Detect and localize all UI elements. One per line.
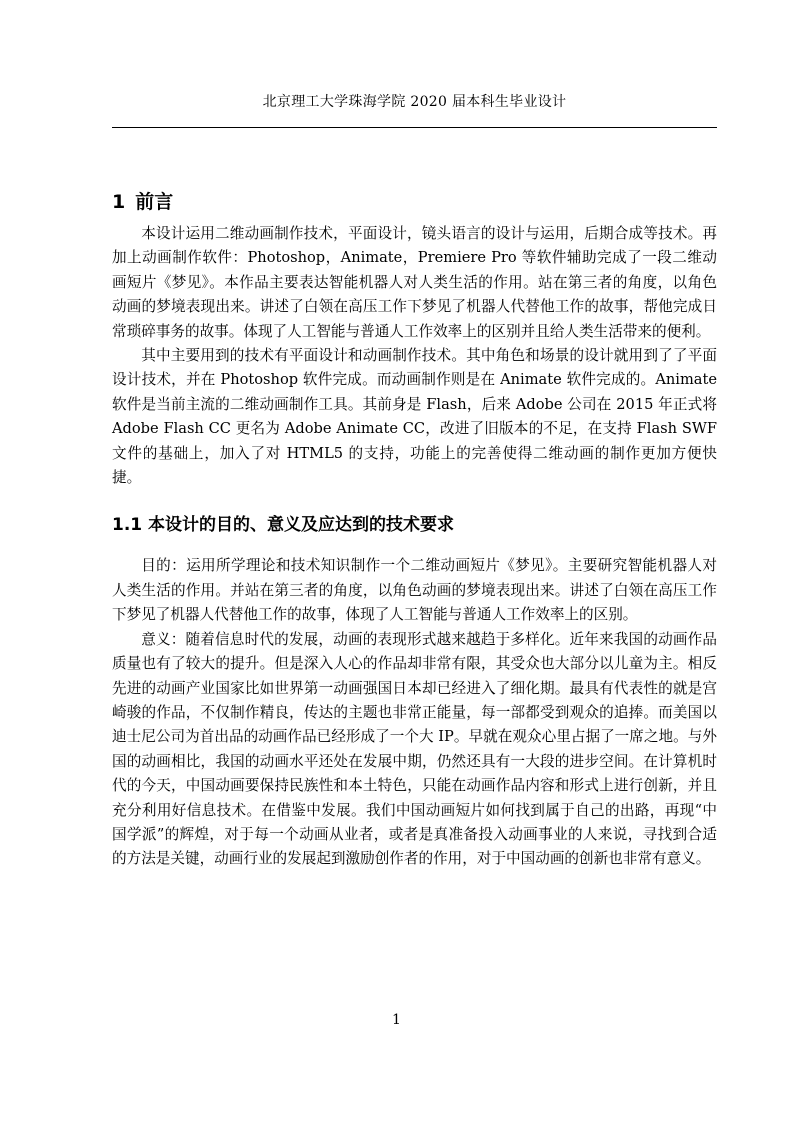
- section-1-1-heading: 1.1 本设计的目的、意义及应达到的技术要求: [112, 515, 455, 536]
- header-divider: [112, 127, 717, 128]
- page-number: 1: [392, 1012, 401, 1028]
- section-1-title: 前言: [135, 191, 174, 213]
- section-1-paragraph-1: 本设计运用二维动画制作技术，平面设计，镜头语言的设计与运用，后期合成等技术。再加上动画制作软件：Photoshop，Animate，Premiere Pro 等软件辅助完成了一段二维动画短片《梦见》。本作品主要表达智能机器人对人类生活的作用。站在第三者的角度，以角色动画的梦境表现出来。讲述了白领在高压工作下梦见了机器人代替他工作的故事，帮他完成日常琐碎事务的故事。体现了人工智能与普通人工作效率上的区别并且给人类生活带来的便利。: [112, 225, 717, 340]
- page-content: [112, 186, 717, 872]
- section-1-1-paragraph-1: 目的：运用所学理论和技术知识制作一个二维动画短片《梦见》。主要研究智能机器人对人类生活的作用。并站在第三者的角度，以角色动画的梦境表现出来。讲述了白领在高压工作下梦见了机器人代替他工作的故事，体现了人工智能与普通人工作效率上的区别。: [112, 557, 717, 624]
- section-1-paragraph-2: 其中主要用到的技术有平面设计和动画制作技术。其中角色和场景的设计就用到了了平面设计技术，并在 Photoshop 软件完成。而动画制作则是在 Animate 软件完成的。Animate 软件是当前主流的二维动画制作工具。其前身是 Flash，后来 Adobe 公司在 2015 年正式将 Adobe Flash CC 更名为 Adobe Animate CC，改进了旧版本的不足，在支持 Flash SWF 文件的基础上，加入了对 HTML5 的支持，功能上的完善使得二维动画的制作更加方便快捷。: [112, 347, 717, 487]
- section-1-1-paragraph-2: 意义：随着信息时代的发展，动画的表现形式越来越趋于多样化。近年来我国的动画作品质量也有了较大的提升。但是深入人心的作品却非常有限，其受众也大部分以儿童为主。相反先进的动画产业国家比如世界第一动画强国日本却已经进入了细化期。最具有代表性的就是宫崎骏的作品，不仅制作精良，传达的主题也非常正能量，每一部都受到观众的追捧。而美国以迪士尼公司为首出品的动画作品已经形成了一个大 IP。早就在观众心里占据了一席之地。与外国的动画相比，我国的动画水平还处在发展中期，仍然还具有一大段的进步空间。在计算机时代的今天，中国动画要保持民族性和本土特色，只能在动画作品内容和形式上进行创新，并且充分利用好信息技术。在借鉴中发展。我们中国动画短片如何找到属于自己的出路，再现“中国学派”的辉煌，对于每一个动画从业者，或者是真准备投入动画事业的人来说，寻找到合适的方法是关键，动画行业的发展起到激励创作者的作用，对于中国动画的创新也非常有意义。: [112, 630, 717, 868]
- section-1-number: 1: [112, 191, 126, 213]
- section-1-heading: [112, 186, 717, 218]
- page-header: 北京理工大学珠海学院 2020 届本科生毕业设计: [262, 94, 567, 110]
